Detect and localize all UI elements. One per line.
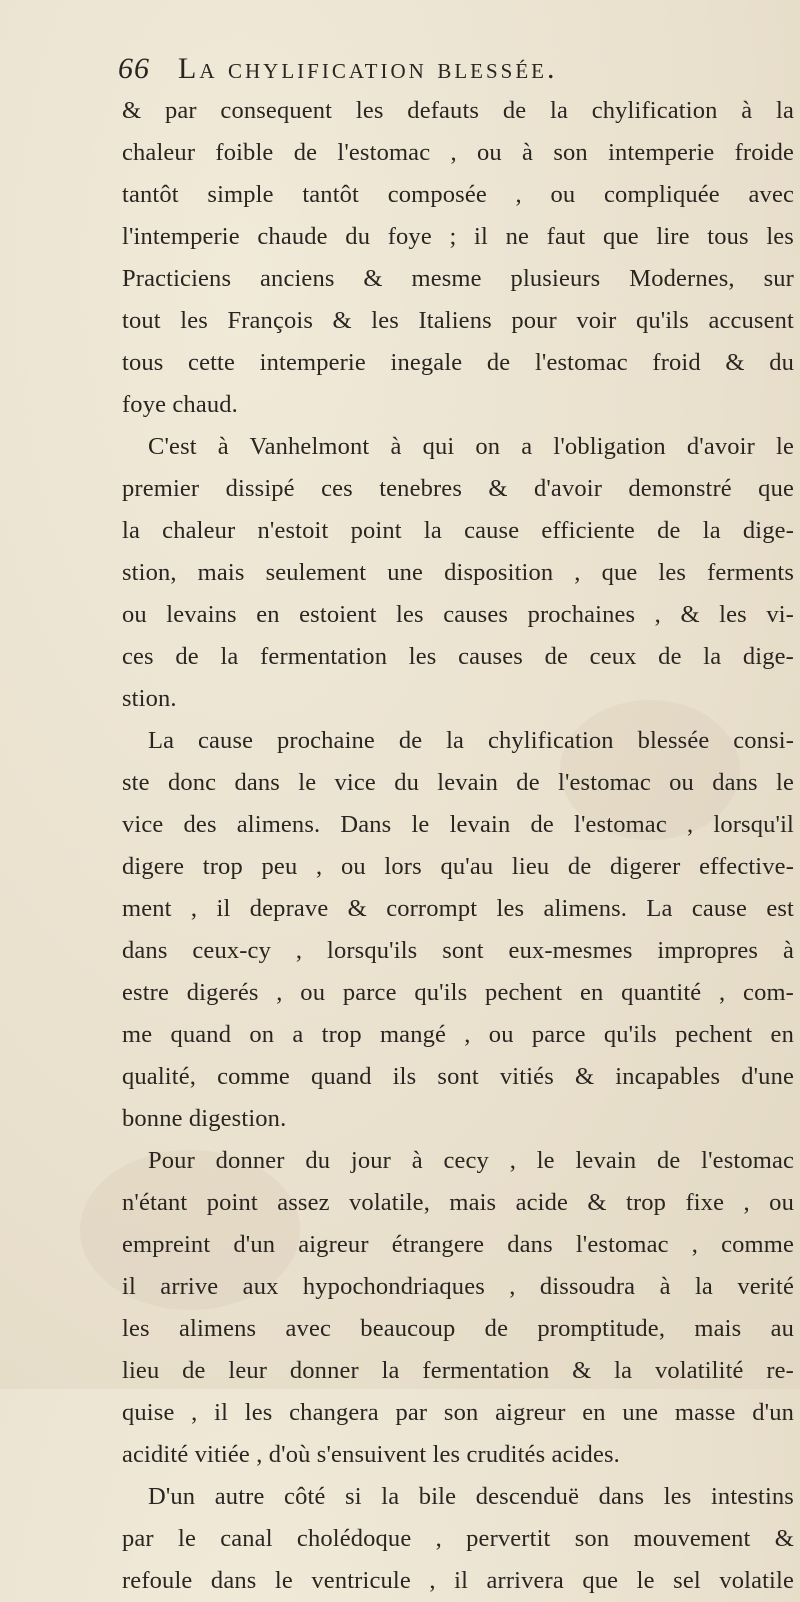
text-line: chaleur foible de l'estomac , ou à son intemperie froide (122, 139, 794, 166)
text-line: foye chaud. (122, 391, 238, 418)
text-line: digere trop peu , ou lors qu'au lieu de digerer effective- (122, 853, 794, 880)
text-line: tout les François & les Italiens pour voir qu'ils accusent (122, 307, 794, 334)
text-line: empreint d'un aigreur étrangere dans l'estomac , comme (122, 1231, 794, 1258)
text-line: & par consequent les defauts de la chylification à la (122, 97, 794, 124)
text-line: stion, mais seulement une disposition , que les ferments (122, 559, 794, 586)
text-line: par le canal cholédoque , pervertit son mouvement & (122, 1525, 794, 1552)
text-line: il arrive aux hypochondriaques , dissoudra à la verité (122, 1273, 794, 1300)
text-line: lieu de leur donner la fermentation & la volatilité re- (122, 1357, 794, 1384)
text-line: tous cette intemperie inegale de l'estomac froid & du (122, 349, 794, 376)
text-line: me quand on a trop mangé , ou parce qu'ils pechent en (122, 1021, 794, 1048)
text-line: les alimens avec beaucoup de promptitude, mais au (122, 1315, 794, 1342)
text-line: estre digerés , ou parce qu'ils pechent en quantité , com- (122, 979, 794, 1006)
text-line: acidité vitiée , d'où s'ensuivent les crudités acides. (122, 1441, 620, 1468)
text-line: ou levains en estoient les causes prochaines , & les vi- (122, 601, 794, 628)
text-line: Practiciens anciens & mesme plusieurs Modernes, sur (122, 265, 794, 292)
text-line: C'est à Vanhelmont à qui on a l'obligation d'avoir le (148, 433, 794, 460)
text-line: dans ceux-cy , lorsqu'ils sont eux-mesmes impropres à (122, 937, 794, 964)
text-line: qualité, comme quand ils sont vitiés & incapables d'une (122, 1063, 794, 1090)
body-text (122, 90, 794, 1602)
text-line: n'étant point assez volatile, mais acide & trop fixe , ou (122, 1189, 794, 1216)
text-line: tantôt simple tantôt composée , ou compliquée avec (122, 181, 794, 208)
text-line: Pour donner du jour à cecy , le levain de l'estomac (148, 1147, 794, 1174)
text-line: La cause prochaine de la chylification blessée consi- (148, 727, 794, 754)
text-line: bonne digestion. (122, 1105, 287, 1132)
text-line: ces de la fermentation les causes de ceux de la dige- (122, 643, 794, 670)
text-line: D'un autre côté si la bile descenduë dans les intestins (148, 1483, 794, 1510)
text-line: ste donc dans le vice du levain de l'estomac ou dans le (122, 769, 794, 796)
text-line: la chaleur n'estoit point la cause efficiente de la dige- (122, 517, 794, 544)
page-number: 66 (118, 52, 150, 85)
text-line: vice des alimens. Dans le levain de l'estomac , lorsqu'il (122, 811, 794, 838)
text-line: stion. (122, 685, 177, 712)
running-title: La chylification blessée. (178, 52, 558, 85)
text-line: ment , il deprave & corrompt les alimens. La cause est (122, 895, 794, 922)
text-line: l'intemperie chaude du foye ; il ne faut que lire tous les (122, 223, 794, 250)
text-line: refoule dans le ventricule , il arrivera que le sel volatile (122, 1567, 794, 1594)
text-line: quise , il les changera par son aigreur en une masse d'un (122, 1399, 794, 1426)
text-line: premier dissipé ces tenebres & d'avoir demonstré que (122, 475, 794, 502)
